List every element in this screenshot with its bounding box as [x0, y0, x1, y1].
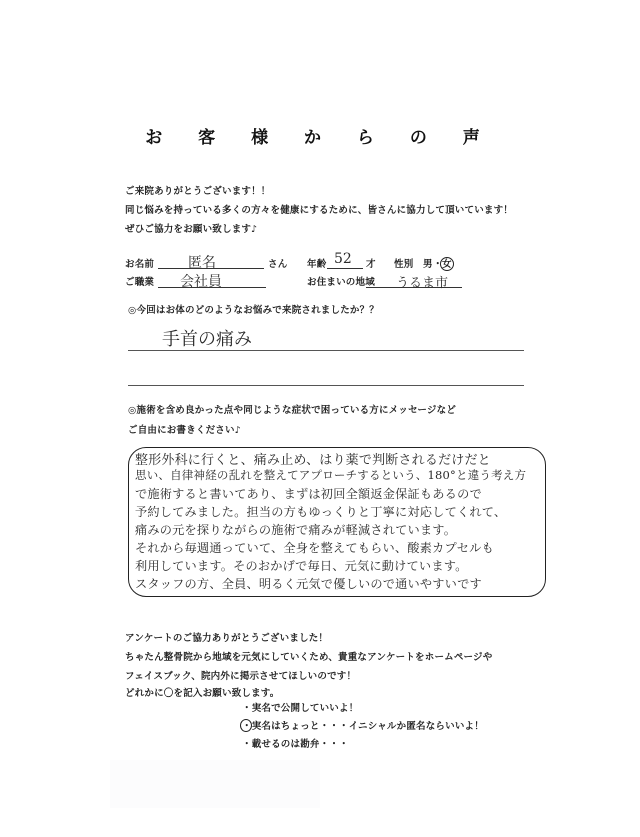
closing-line-4: どれかに〇を記入お願い致します。: [125, 688, 280, 699]
message-line-4: 予約してみました。担当の方もゆっくりと丁寧に対応してくれて、: [135, 505, 507, 519]
gender-option-male[interactable]: 男: [423, 259, 433, 270]
intro-line-2: 同じ悩みを持っている多くの方々を健康にするために、皆さんに協力して頂いています！: [125, 205, 514, 216]
area-label: お住まいの地域: [307, 277, 375, 288]
answer-line-2: [128, 385, 524, 386]
gender-selected-circle-icon: [440, 257, 454, 271]
gender-label: 性別: [394, 259, 414, 270]
message-line-3: で施術すると書いてあり、まずは初回全額返金保証もあるので: [135, 487, 482, 501]
age-suffix: 才: [366, 259, 376, 270]
intro-line-3: ぜひご協力をお願い致します♪: [125, 224, 258, 235]
name-suffix: さん: [268, 259, 288, 270]
age-underline: [327, 268, 363, 269]
message-line-6: それから毎週通っていて、全身を整えてもらい、酸素カプセルも: [135, 541, 494, 555]
gender-option-female[interactable]: 女: [442, 259, 452, 270]
closing-line-1: アンケートのご協力ありがとうございました！: [125, 633, 329, 644]
question-2-label-line-2: ご自由にお書きください♪: [128, 425, 241, 436]
question-1-answer[interactable]: 手首の痛み: [162, 329, 252, 350]
question-1-label: ◎今回はお体のどのようなお悩みで来院されましたか？？: [128, 305, 379, 316]
answer-line-1: [128, 350, 524, 351]
age-label: 年齢: [307, 259, 327, 270]
closing-line-3: フェイスブック、院内外に掲示させてほしいのです！: [125, 671, 357, 682]
message-line-1: 整形外科に行くと、痛み止め、はり薬で判断されるだけだと: [135, 453, 491, 468]
page-title: お 客 様 か ら の 声: [145, 128, 495, 148]
option-selected-circle-icon: [240, 719, 252, 732]
name-field[interactable]: 匿名: [188, 255, 216, 271]
message-line-2: 思い、自律神経の乱れを整えてアプローチするという、180°と違う考え方: [135, 468, 527, 482]
area-field[interactable]: うるま市: [396, 276, 449, 291]
message-line-8: スタッフの方、全員、明るく元気で優しいので通いやすいです: [135, 577, 482, 591]
name-label: お名前: [125, 259, 155, 270]
publish-option-initials[interactable]: ・実名はちょっと・・・イニシャルか匿名ならいいよ！: [242, 721, 484, 732]
occupation-field[interactable]: 会社員: [180, 274, 222, 290]
publish-option-decline[interactable]: ・載せるのは勘弁・・・: [242, 739, 349, 750]
gender-separator: ・: [433, 259, 443, 270]
age-field[interactable]: 52: [334, 251, 352, 267]
intro-line-1: ご来院ありがとうございます！！: [125, 186, 271, 197]
occupation-label: ご職業: [125, 277, 155, 288]
message-line-7: 利用しています。そのおかげで毎日、元気に動けています。: [135, 559, 468, 573]
question-2-label-line-1: ◎施術を含め良かった点や同じような症状で困っている方にメッセージなど: [128, 405, 457, 416]
scan-artifact: [110, 760, 320, 808]
publish-option-real-name[interactable]: ・実名で公開していいよ！: [242, 703, 359, 714]
closing-line-2: ちゃたん整骨院から地域を元気にしていくため、貴重なアンケートをホームページや: [125, 652, 493, 663]
message-line-5: 痛みの元を探りながらの施術で痛みが軽減されています。: [135, 523, 457, 537]
